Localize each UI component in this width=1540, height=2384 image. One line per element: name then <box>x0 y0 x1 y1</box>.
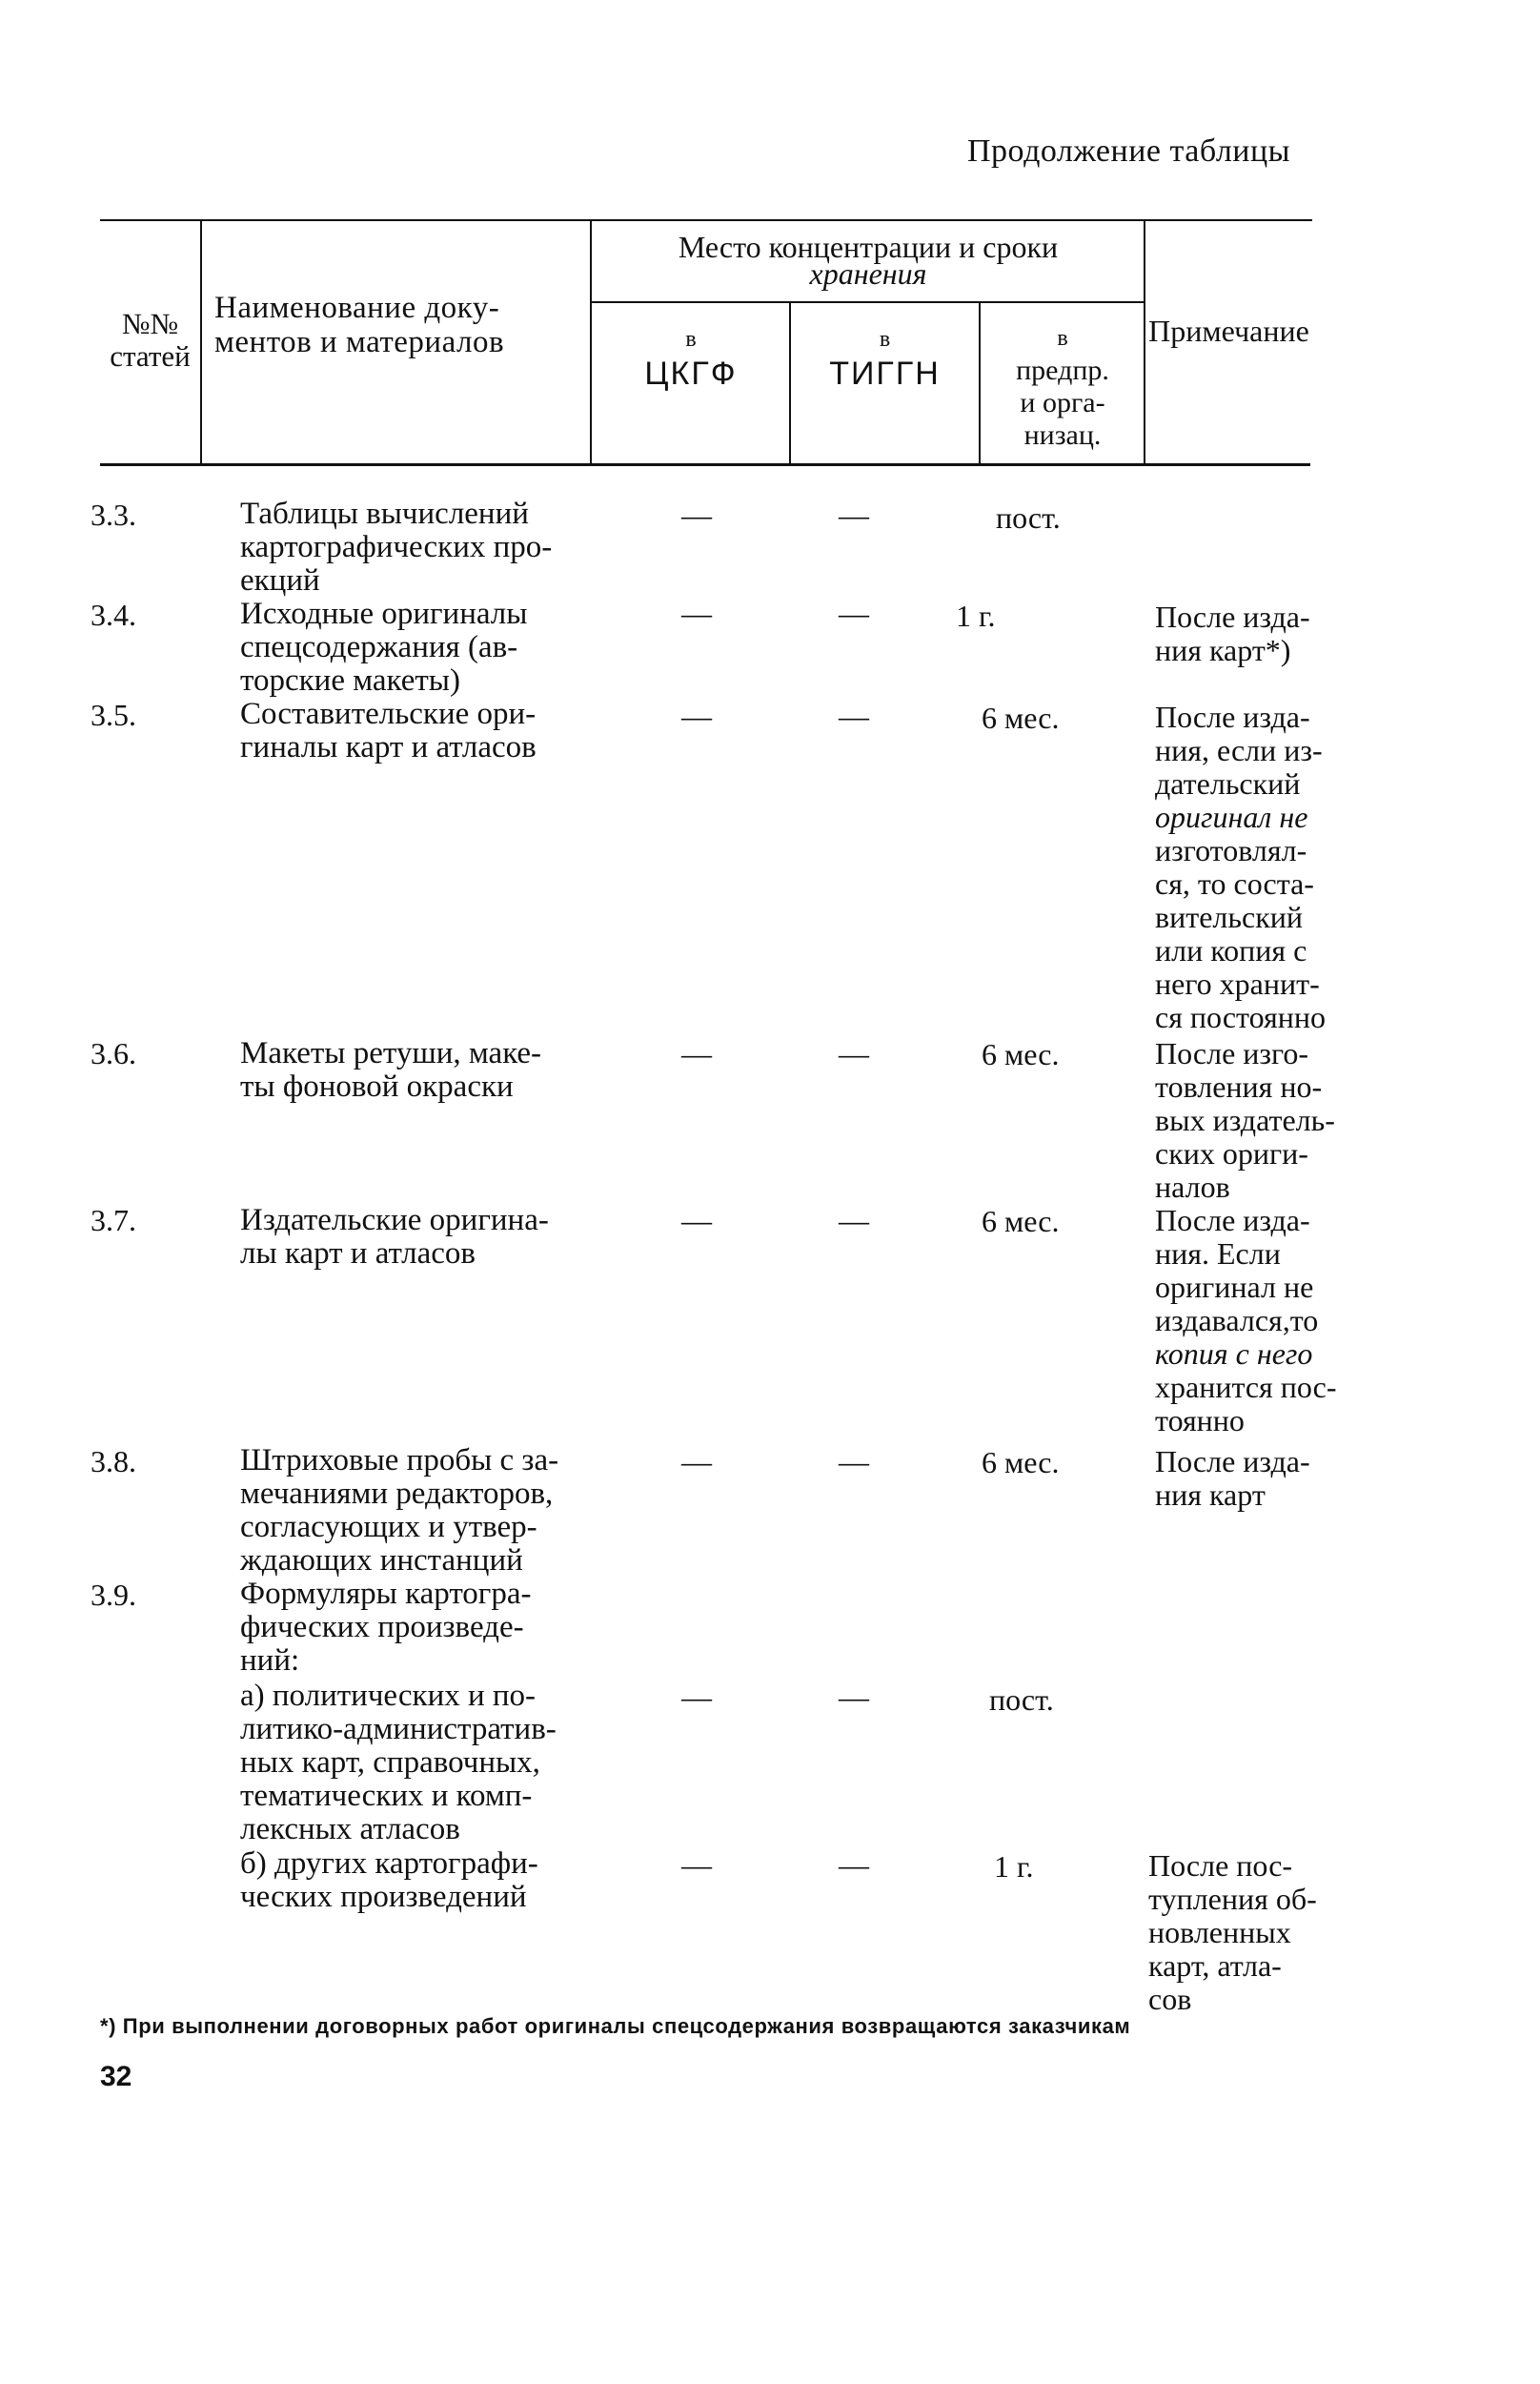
page-number: 32 <box>100 2061 132 2092</box>
col-divider-4 <box>979 301 981 464</box>
row-note: После пос- тупления об- новленных карт, атла- сов <box>1148 1848 1317 2016</box>
header-storage-group: Место концентрации и сроки хранения <box>678 230 1059 291</box>
table-header-bottom-rule <box>100 463 1310 466</box>
row-tiggn: — <box>839 1203 869 1237</box>
row-org: пост. <box>996 500 1061 535</box>
row-tiggn: — <box>839 596 869 630</box>
row-tiggn: — <box>839 1036 869 1070</box>
footnote: *) При выполнении договорных работ оригиналы спецсодержания возвращаются заказчикам <box>100 2014 1131 2038</box>
header-col-org: в предпр. и орга- низац. <box>1016 326 1109 451</box>
header-col-ckgf: в ЦКГФ <box>644 327 738 392</box>
row-name: Исходные оригиналы спецсодержания (ав- торские макеты) <box>240 597 528 698</box>
header-col-name: Наименование доку- ментов и материалов <box>214 291 505 359</box>
row-note: После изда- ния. Если оригинал не издавался,то копия с него хранится пос- тоянно <box>1155 1203 1337 1437</box>
row-num: 3.4. <box>91 598 136 632</box>
row-tiggn: — <box>839 699 869 733</box>
header-col-num: №№ статей <box>110 307 191 373</box>
row-org: 6 мес. <box>982 1445 1060 1479</box>
row-num: 3.3. <box>91 498 136 532</box>
row-tiggn: — <box>839 1680 869 1714</box>
row-note: После изда- ния карт <box>1155 1444 1310 1512</box>
row-name: Штриховые пробы с за- мечаниями редакторов, согласующих и утвер- ждающих инстанций <box>240 1443 559 1578</box>
row-name: Формуляры картогра- фических произведе- ний: <box>240 1577 532 1678</box>
row-num: 3.6. <box>91 1036 136 1070</box>
row-ckgf: — <box>681 1444 712 1478</box>
row-name: Издательские оригина- лы карт и атласов <box>240 1203 549 1271</box>
row-name: Макеты ретуши, маке- ты фоновой окраски <box>240 1036 542 1104</box>
col-divider-2 <box>590 221 592 464</box>
row-note: После изго- товления но- вых издатель- ских ориги- налов <box>1155 1036 1335 1204</box>
row-ckgf: — <box>681 1203 712 1237</box>
col-divider-1 <box>200 221 202 464</box>
row-ckgf: — <box>681 1036 712 1070</box>
row-name: а) политических и по- литико-административ- ных карт, справочных, тематических и комп- лексных атласов <box>240 1679 557 1846</box>
row-name: Таблицы вычислений картографических про- екций <box>240 497 553 598</box>
row-org: пост. <box>989 1682 1054 1717</box>
row-name: Составительские ори- гиналы карт и атласов <box>240 697 537 764</box>
header-col-note: Примечание <box>1148 314 1309 348</box>
row-ckgf: — <box>681 498 712 532</box>
row-tiggn: — <box>839 498 869 532</box>
row-org: 6 мес. <box>982 1037 1060 1071</box>
row-num: 3.9. <box>91 1578 136 1612</box>
row-org: 1 г. <box>956 599 996 633</box>
header-col-tiggn: в ТИГГН <box>829 327 941 392</box>
row-ckgf: — <box>681 1847 712 1882</box>
row-org: 6 мес. <box>982 701 1060 735</box>
row-name: б) других картографи- ческих произведений <box>240 1846 538 1914</box>
row-ckgf: — <box>681 699 712 733</box>
row-note: После изда- ния карт*) <box>1155 600 1310 667</box>
row-ckgf: — <box>681 596 712 630</box>
table-top-rule <box>100 219 1312 221</box>
continuation-label: Продолжение таблицы <box>967 133 1291 169</box>
row-num: 3.7. <box>91 1203 136 1237</box>
row-note: После изда- ния, если из- дательский оригинал не изготовлял- ся, то соста- вительский или копия с него хранит- ся постоянно <box>1155 700 1326 1034</box>
row-ckgf: — <box>681 1680 712 1714</box>
group-divider-rule <box>591 301 1144 303</box>
row-org: 1 г. <box>994 1849 1034 1884</box>
row-num: 3.5. <box>91 698 136 732</box>
row-tiggn: — <box>839 1444 869 1478</box>
row-org: 6 мес. <box>982 1204 1060 1238</box>
row-tiggn: — <box>839 1847 869 1882</box>
row-num: 3.8. <box>91 1444 136 1478</box>
